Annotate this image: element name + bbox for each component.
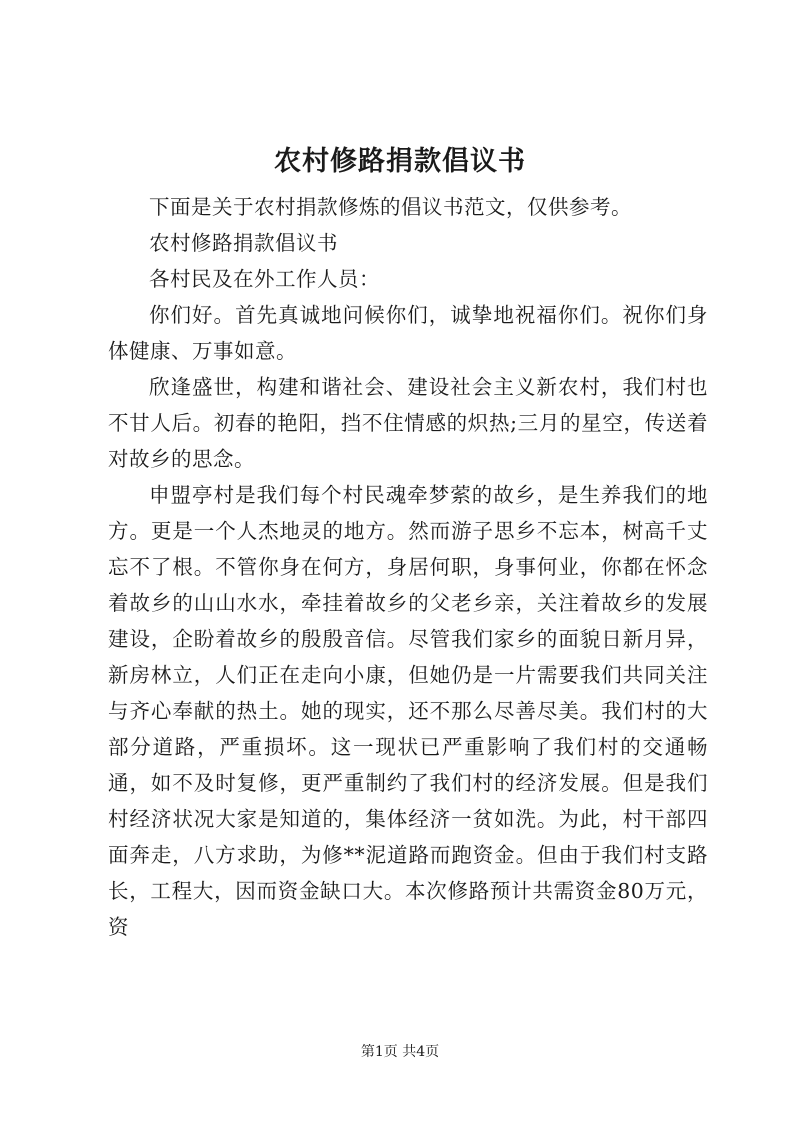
paragraph-greeting: 你们好。首先真诚地问候你们，诚挚地祝福你们。祝你们身体健康、万事如意。 [108,303,708,363]
page-title: 农村修路捐款倡议书 [274,146,526,177]
paragraph-subtitle: 农村修路捐款倡议书 [149,231,338,255]
page-total: 共4页 [402,1044,440,1060]
paragraph-salutation: 各村民及在外工作人员： [149,267,380,291]
page-number: 第1页 [360,1044,398,1060]
document-body [108,189,708,945]
paragraph-intro: 下面是关于农村捐款修炼的倡议书范文，仅供参考。 [149,195,632,219]
paragraph-hometown: 申盟亭村是我们每个村民魂牵梦萦的故乡，是生养我们的地方。更是一个人杰地灵的地方。然而游子思乡不忘本，树高千丈忘不了根。不管你身在何方，身居何职，身事何业，你都在怀念着故乡的山山水水，牵挂着故乡的父老乡亲，关注着故乡的发展建设，企盼着故乡的殷殷音信。尽管我们家乡的面貌日新月异，新房林立，人们正在走向小康，但她仍是一片需要我们共同关注与齐心奉献的热土。她的现实，还不那么尽善尽美。我们村的大部分道路，严重损坏。这一现状已严重影响了我们村的交通畅通，如不及时复修，更严重制约了我们村的经济发展。但是我们村经济状况大家是知道的，集体经济一贫如洗。为此，村干部四面奔走，八方求助，为修**泥道路而跑资金。但由于我们村支路长，工程大，因而资金缺口大。本次修路预计共需资金80万元，资 [108,483,708,939]
page-footer [0,1042,800,1062]
paragraph-era: 欣逢盛世，构建和谐社会、建设社会主义新农村，我们村也不甘人后。初春的艳阳，挡不住情感的炽热;三月的星空，传送着对故乡的思念。 [108,375,708,471]
